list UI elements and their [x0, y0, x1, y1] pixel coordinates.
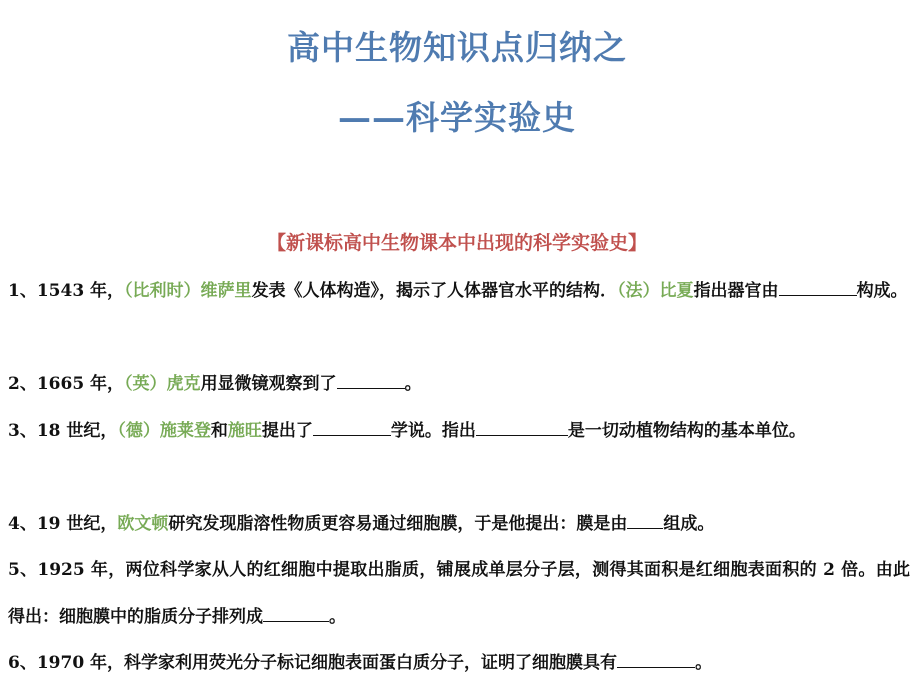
scientist-name: （法）比夏: [617, 281, 694, 301]
item-text: 4、19 世纪，: [8, 513, 118, 534]
list-item-1543: [8, 268, 910, 361]
item-text: 。: [404, 374, 422, 394]
scientist-name: 施旺: [227, 420, 262, 441]
list-item-19th-century: [8, 501, 910, 548]
fill-blank: [337, 387, 405, 389]
item-text: 5、1925 年，两位科学家从人的红细胞中提取出脂质，铺展成单层分子层，测得其面积是红细胞表面积的 2 倍。由此得出：细胞膜中的脂质分子排列成: [8, 560, 910, 627]
item-text: 1、1543 年，: [8, 281, 125, 301]
item-text: 学说。指出: [390, 420, 476, 441]
list-item-1970: [8, 640, 910, 687]
scientist-name: 欧文顿: [117, 513, 169, 534]
item-text: 用显微镜观察到了: [200, 374, 337, 394]
item-text: 研究发现脂溶性物质更容易通过细胞膜，于是他提出：膜是由: [168, 513, 628, 534]
fill-blank: [263, 620, 329, 622]
item-text: 发表《人体构造》，揭示了人体器官水平的结构．: [251, 281, 618, 301]
item-text: 组成。: [663, 513, 715, 534]
list-item-18th-century: [8, 408, 910, 501]
fill-blank: [779, 294, 857, 296]
fill-blank: [617, 666, 695, 668]
fill-blank: [476, 434, 568, 436]
list-item-1925: [8, 547, 910, 640]
item-text: 是一切动植物结构的基本单位。: [567, 420, 806, 441]
list-item-1665: [8, 361, 910, 408]
item-text: 提出了: [261, 420, 313, 441]
document-title: 高中生物知识点归纳之: [287, 28, 627, 67]
document-subtitle: ——科学实验史: [338, 98, 576, 137]
item-text: 2、1665 年，: [8, 374, 125, 394]
item-text: 。: [695, 653, 713, 673]
scientist-name: （英）虎克: [124, 374, 201, 394]
item-text: 构成。: [856, 281, 908, 301]
item-text: 。: [329, 606, 346, 627]
section-heading: 【新课标高中生物课本中出现的科学实验史】: [266, 232, 647, 254]
item-text: 指出器官由: [693, 281, 779, 301]
fill-blank: [313, 434, 391, 436]
item-text: 3、18 世纪，: [8, 420, 118, 441]
fill-blank: [627, 527, 663, 529]
item-text: 6、1970 年，科学家利用荧光分子标记细胞表面蛋白质分子，证明了细胞膜具有: [8, 653, 618, 673]
scientist-name: （德）施莱登: [117, 420, 211, 441]
item-text: 和: [210, 420, 228, 441]
scientist-name: （比利时）维萨里: [124, 281, 252, 301]
history-list: [8, 268, 910, 687]
